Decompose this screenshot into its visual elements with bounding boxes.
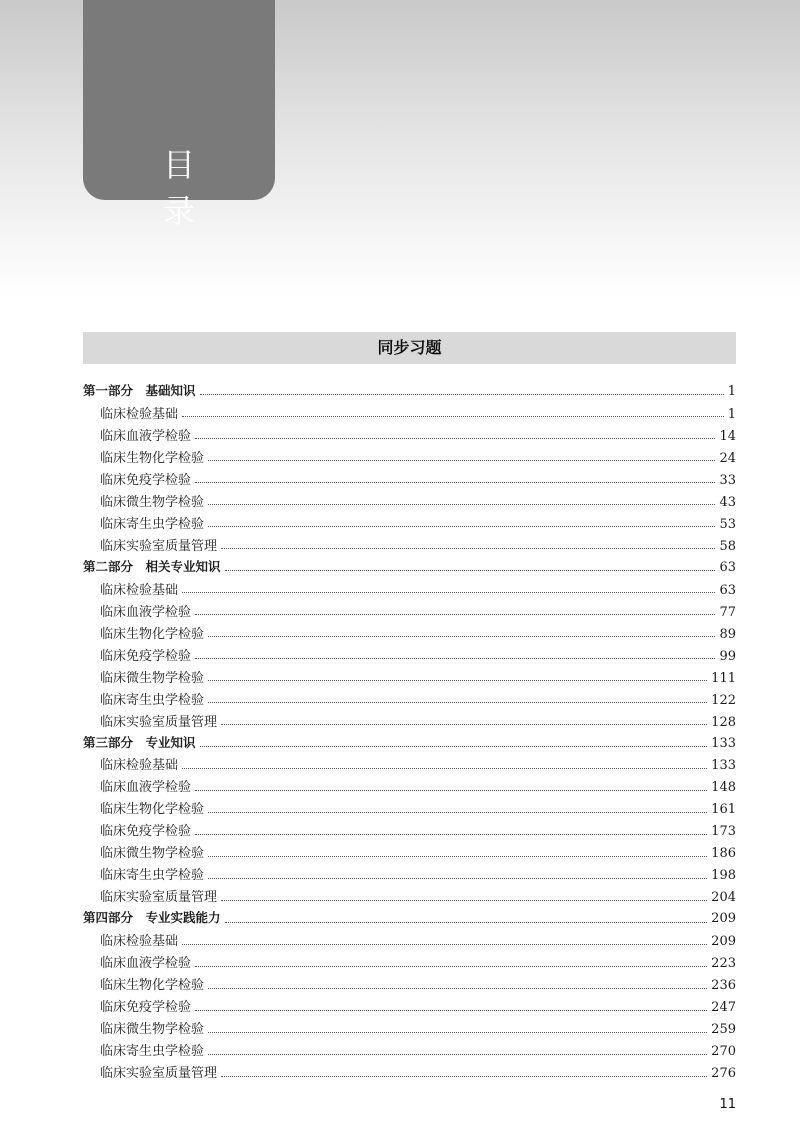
toc-chapter-entry[interactable] <box>83 776 736 798</box>
toc-part-entry[interactable] <box>83 381 736 403</box>
toc-entry-page: 161 <box>711 802 736 818</box>
toc-entry-label: 临床血液学检验 <box>100 604 192 620</box>
toc-entry-page: 223 <box>711 956 736 972</box>
toc-entry-page: 259 <box>711 1022 736 1038</box>
dot-leader <box>221 548 715 549</box>
toc-entry-label: 临床寄生虫学检验 <box>100 868 205 884</box>
toc-entry-label: 临床血液学检验 <box>100 428 192 444</box>
toc-entry-page: 14 <box>719 428 736 444</box>
dot-leader <box>195 834 707 835</box>
toc-chapter-entry[interactable] <box>83 645 736 667</box>
section-title: 同步习题 <box>377 338 442 357</box>
dot-leader <box>195 966 707 967</box>
toc-entry-label: 临床血液学检验 <box>100 956 192 972</box>
toc-entry-label: 临床实验室质量管理 <box>100 1066 218 1082</box>
toc-entry-label: 临床免疫学检验 <box>100 1000 192 1016</box>
toc-entry-page: 133 <box>711 758 736 774</box>
toc-entry-page: 236 <box>711 978 736 994</box>
dot-leader <box>208 878 707 879</box>
toc-chapter-entry[interactable] <box>83 886 736 908</box>
toc-entry-label: 临床免疫学检验 <box>100 648 192 664</box>
toc-entry-page: 77 <box>719 604 736 620</box>
toc-entry-label: 临床生物化学检验 <box>100 450 205 466</box>
toc-entry-page: 89 <box>719 626 736 642</box>
toc-entry-label: 临床检验基础 <box>100 934 179 950</box>
toc-chapter-entry[interactable] <box>83 1062 736 1084</box>
toc-part-entry[interactable] <box>83 733 736 755</box>
dot-leader <box>208 460 715 461</box>
toc-entry-label: 临床实验室质量管理 <box>100 890 218 906</box>
toc-chapter-entry[interactable] <box>83 952 736 974</box>
title-tab <box>83 0 288 230</box>
toc-entry-label: 临床生物化学检验 <box>100 626 205 642</box>
dot-leader <box>182 944 707 945</box>
toc-chapter-entry[interactable] <box>83 667 736 689</box>
dot-leader <box>208 636 715 637</box>
toc-chapter-entry[interactable] <box>83 1040 736 1062</box>
toc-entry-page: 128 <box>711 714 736 730</box>
toc-entry-label: 临床免疫学检验 <box>100 472 192 488</box>
dot-leader <box>208 856 707 857</box>
toc-entry-page: 33 <box>719 472 736 488</box>
dot-leader <box>182 416 724 417</box>
dot-leader <box>225 570 716 571</box>
toc-chapter-entry[interactable] <box>83 974 736 996</box>
dot-leader <box>195 438 715 439</box>
dot-leader <box>200 746 708 747</box>
toc-entry-page: 204 <box>711 890 736 906</box>
toc-entry-label: 第四部分 专业实践能力 <box>83 910 221 926</box>
toc-entry-page: 247 <box>711 1000 736 1016</box>
toc-chapter-entry[interactable] <box>83 842 736 864</box>
toc-entry-page: 63 <box>719 559 736 575</box>
toc-chapter-entry[interactable] <box>83 930 736 952</box>
toc-entry-page: 209 <box>711 911 736 927</box>
toc-entry-label: 临床免疫学检验 <box>100 824 192 840</box>
dot-leader <box>182 592 715 593</box>
toc-entry-page: 1 <box>727 384 736 399</box>
toc-entry-label: 临床生物化学检验 <box>100 978 205 994</box>
toc-chapter-entry[interactable] <box>83 425 736 447</box>
toc-chapter-entry[interactable] <box>83 689 736 711</box>
toc-entry-page: 58 <box>719 538 736 554</box>
toc-chapter-entry[interactable] <box>83 535 736 557</box>
toc-entry-page: 209 <box>711 934 736 950</box>
toc-chapter-entry[interactable] <box>83 1018 736 1040</box>
toc-entry-page: 43 <box>719 494 736 510</box>
dot-leader <box>225 922 708 923</box>
toc-entry-label: 第一部分 基础知识 <box>83 383 196 398</box>
section-header-bar <box>83 332 736 364</box>
toc-entry-label: 临床寄生虫学检验 <box>100 692 205 708</box>
toc-entry-label: 临床血液学检验 <box>100 780 192 796</box>
toc-entry-label: 临床寄生虫学检验 <box>100 1044 205 1060</box>
toc-chapter-entry[interactable] <box>83 491 736 513</box>
toc-chapter-entry[interactable] <box>83 623 736 645</box>
toc-chapter-entry[interactable] <box>83 403 736 425</box>
toc-entry-label: 临床寄生虫学检验 <box>100 516 205 532</box>
toc-chapter-entry[interactable] <box>83 864 736 886</box>
toc-entry-page: 198 <box>711 868 736 884</box>
toc-chapter-entry[interactable] <box>83 820 736 842</box>
page-title: 目 录 <box>162 146 288 230</box>
toc-entry-label: 临床检验基础 <box>100 582 179 598</box>
dot-leader <box>200 394 724 395</box>
toc-entry-page: 148 <box>711 780 736 796</box>
toc-chapter-entry[interactable] <box>83 447 736 469</box>
dot-leader <box>195 614 715 615</box>
dot-leader <box>195 482 715 483</box>
dot-leader <box>195 790 707 791</box>
toc-entry-page: 53 <box>719 516 736 532</box>
dot-leader <box>208 702 707 703</box>
toc-entry-label: 临床微生物学检验 <box>100 494 205 510</box>
toc-entry-label: 临床微生物学检验 <box>100 1022 205 1038</box>
toc-part-entry[interactable] <box>83 557 736 579</box>
toc-entry-page: 122 <box>711 692 736 708</box>
toc-entry-page: 1 <box>727 406 736 422</box>
toc-entry-label: 第三部分 专业知识 <box>83 734 196 750</box>
toc-chapter-entry[interactable] <box>83 754 736 776</box>
toc-entry-label: 临床微生物学检验 <box>100 846 205 862</box>
toc-chapter-entry[interactable] <box>83 579 736 601</box>
toc-chapter-entry[interactable] <box>83 798 736 820</box>
dot-leader <box>208 504 715 505</box>
dot-leader <box>208 1054 707 1055</box>
toc-chapter-entry[interactable] <box>83 601 736 623</box>
dot-leader <box>221 724 707 725</box>
dot-leader <box>195 658 715 659</box>
dot-leader <box>182 768 707 769</box>
toc-entry-label: 临床生物化学检验 <box>100 802 205 818</box>
toc-entry-label: 临床检验基础 <box>100 406 179 422</box>
toc-entry-label: 临床检验基础 <box>100 758 179 774</box>
toc-chapter-entry[interactable] <box>83 469 736 491</box>
toc-entry-page: 24 <box>719 450 736 466</box>
toc-entry-label: 临床实验室质量管理 <box>100 714 218 730</box>
toc-entry-page: 99 <box>719 648 736 664</box>
dot-leader <box>195 1010 707 1011</box>
toc-entry-label: 临床实验室质量管理 <box>100 538 218 554</box>
page-number: 11 <box>719 1097 736 1112</box>
toc-entry-label: 第二部分 相关专业知识 <box>83 558 221 574</box>
dot-leader <box>221 900 707 901</box>
toc-entry-page: 63 <box>719 582 736 598</box>
toc-entry-page: 111 <box>711 670 736 686</box>
toc-chapter-entry[interactable] <box>83 711 736 733</box>
toc-entry-page: 276 <box>711 1066 736 1082</box>
dot-leader <box>208 1032 707 1033</box>
table-of-contents <box>83 381 736 1084</box>
dot-leader <box>208 812 707 813</box>
dot-leader <box>208 680 707 681</box>
dot-leader <box>208 526 715 527</box>
toc-entry-page: 133 <box>711 735 736 751</box>
dot-leader <box>208 988 707 989</box>
toc-entry-page: 173 <box>711 824 736 840</box>
toc-entry-page: 186 <box>711 846 736 862</box>
toc-part-entry[interactable] <box>83 908 736 930</box>
toc-entry-label: 临床微生物学检验 <box>100 670 205 686</box>
toc-entry-page: 270 <box>711 1044 736 1060</box>
toc-chapter-entry[interactable] <box>83 513 736 535</box>
toc-chapter-entry[interactable] <box>83 996 736 1018</box>
dot-leader <box>221 1076 707 1077</box>
